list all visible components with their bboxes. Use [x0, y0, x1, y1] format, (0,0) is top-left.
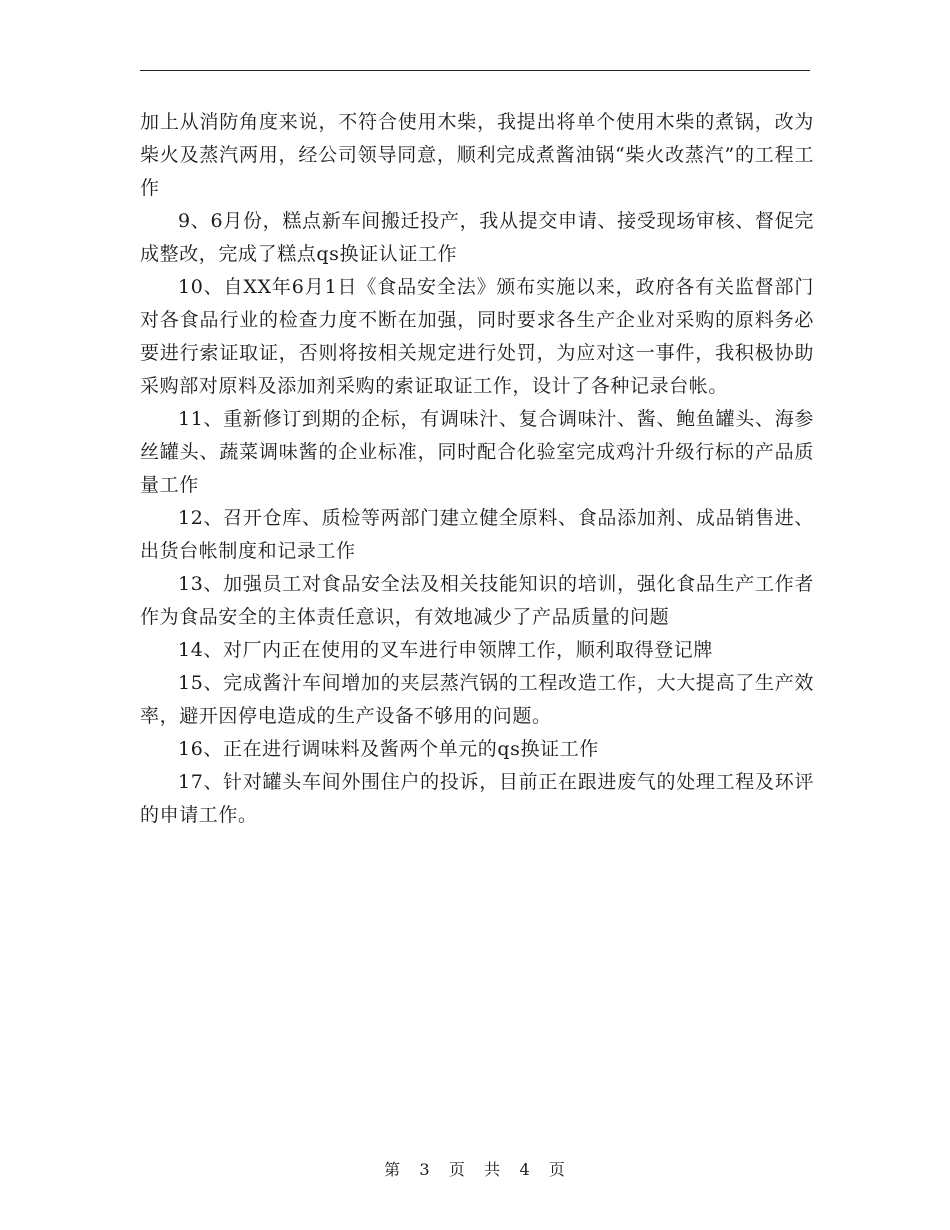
paragraph-item-15: 15、完成酱汁车间增加的夹层蒸汽锅的工程改造工作，大大提高了生产效率，避开因停电造成的生产设备不够用的问题。 [140, 672, 814, 727]
paragraph-item-17: 17、针对罐头车间外围住户的投诉，目前正在跟进废气的处理工程及环评的申请工作。 [140, 771, 814, 826]
paragraph-item-12: 12、召开仓库、质检等两部门建立健全原料、食品添加剂、成品销售进、出货台帐制度和记录工作 [140, 507, 814, 562]
paragraph-item-10: 10、自XX年6月1日《食品安全法》颁布实施以来，政府各有关监督部门对各食品行业的检查力度不断在加强，同时要求各生产企业对采购的原料务必要进行索证取证，否则将按相关规定进行处罚，为应对这一事件，我积极协助采购部对原料及添加剂采购的索证取证工作，设计了各种记录台帐。 [140, 276, 814, 397]
paragraph-item-13: 13、加强员工对食品安全法及相关技能知识的培训，强化食品生产工作者作为食品安全的主体责任意识，有效地减少了产品质量的问题 [140, 573, 814, 628]
document-body [140, 106, 814, 832]
page-footer [0, 1157, 950, 1180]
footer-current-page: 3 [419, 1160, 431, 1179]
footer-prefix: 第 [384, 1160, 402, 1179]
paragraph-item-9: 9、6月份，糕点新车间搬迁投产，我从提交申请、接受现场审核、督促完成整改，完成了糕点qs换证认证工作 [140, 210, 814, 265]
footer-total-pages: 4 [519, 1160, 531, 1179]
footer-total-word: 共 [484, 1160, 502, 1179]
paragraph-continuation: 加上从消防角度来说，不符合使用木柴，我提出将单个使用木柴的煮锅，改为柴火及蒸汽两用，经公司领导同意，顺利完成煮酱油锅“柴火改蒸汽”的工程工作 [140, 111, 814, 199]
footer-suffix: 页 [548, 1160, 566, 1179]
header-rule [140, 70, 810, 71]
footer-page-word: 页 [448, 1160, 466, 1179]
paragraph-item-14: 14、对厂内正在使用的叉车进行申领牌工作，顺利取得登记牌 [178, 639, 713, 661]
paragraph-item-16: 16、正在进行调味料及酱两个单元的qs换证工作 [178, 738, 599, 760]
paragraph-item-11: 11、重新修订到期的企标，有调味汁、复合调味汁、酱、鲍鱼罐头、海参丝罐头、蔬菜调味酱的企业标准，同时配合化验室完成鸡汁升级行标的产品质量工作 [140, 408, 814, 496]
